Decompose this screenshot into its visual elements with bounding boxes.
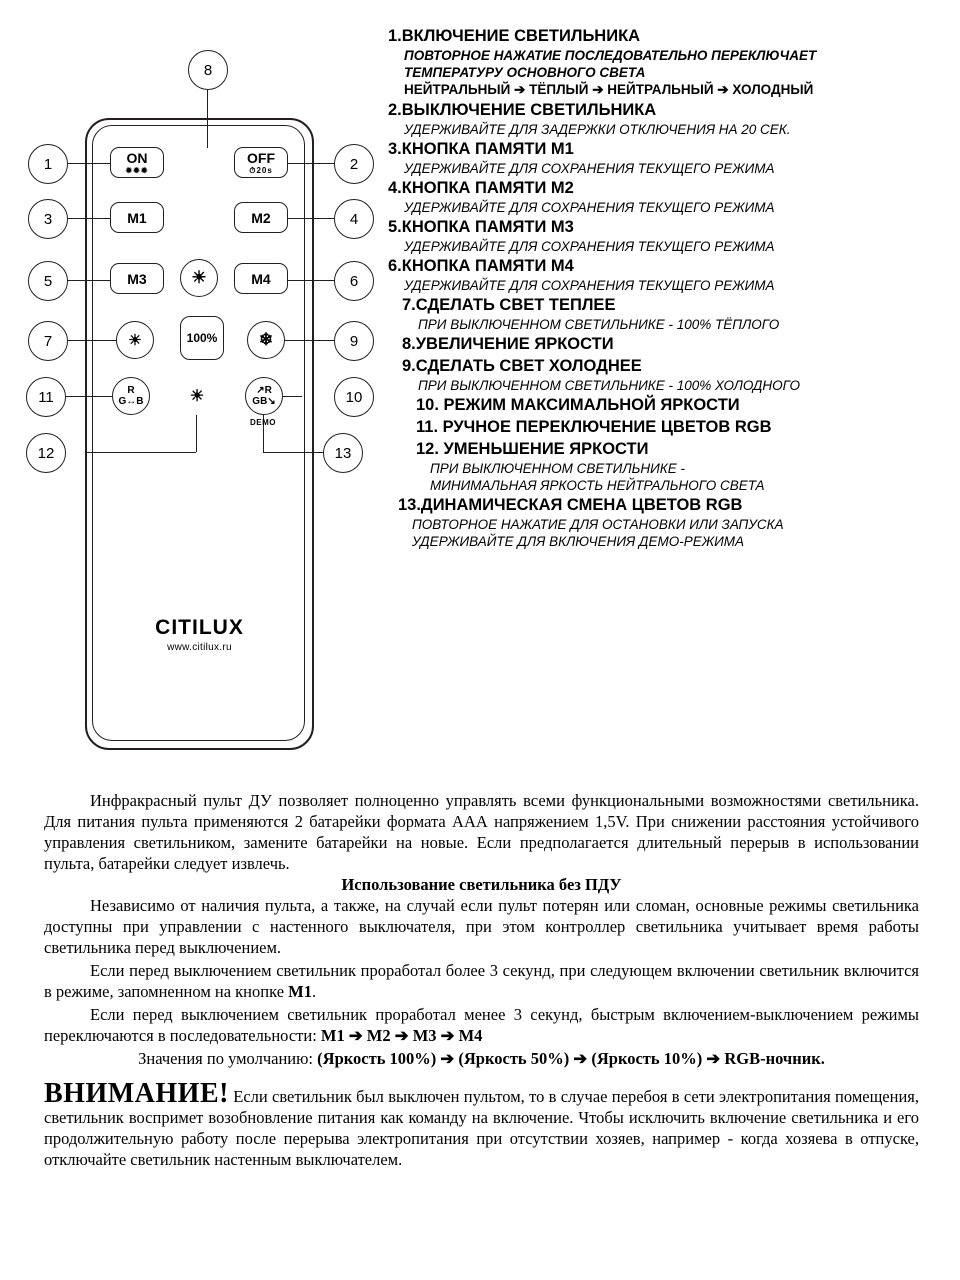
callout-1: 1 bbox=[28, 144, 68, 184]
callout-12: 12 bbox=[26, 433, 66, 473]
leader-line-12b bbox=[85, 452, 196, 453]
remote-button-max-brightness[interactable] bbox=[180, 316, 224, 360]
legend-item-6 bbox=[388, 256, 948, 294]
remote-button-warmer[interactable] bbox=[116, 321, 154, 359]
small-sun-icon: ☀ bbox=[189, 388, 205, 405]
leader-line-5 bbox=[64, 280, 110, 281]
callout-3: 3 bbox=[28, 199, 68, 239]
para5-text-a: Значения по умолчанию: bbox=[138, 1049, 318, 1068]
legend-item-11 bbox=[388, 417, 948, 438]
legend-item-2 bbox=[388, 100, 948, 138]
brand-name bbox=[112, 616, 287, 640]
para3-text-c: . bbox=[311, 982, 317, 1001]
para5-values: (Яркость 100%) ➔ (Яркость 50%) ➔ (Яркость 10%) ➔ RGB-ночник. bbox=[317, 1049, 825, 1068]
remote-button-cooler[interactable] bbox=[247, 321, 285, 359]
para4-text-a: Если перед выключением светильник проработал менее 3 секунд, быстрым включением-выключением режимы переключаются в последовательности: bbox=[44, 1005, 919, 1045]
legend-note-1b: ТЕМПЕРАТУРУ ОСНОВНОГО СВЕТА bbox=[404, 65, 646, 80]
paragraph-remote-info: Инфракрасный пульт ДУ позволяет полноценно управлять всеми функциональными возможностями светильника. Для питания пульта применяются 2 батарейки формата ААА напряжением 1,5V. При снижении расстояния устойчивого управления светильником, замените батарейки на новые. Если предполагается длительный перерыв в использовании пульта, батарейки следует извлечь. bbox=[44, 791, 919, 873]
legend-item-13 bbox=[388, 495, 948, 550]
rgb-manual-bottom-label: G↔B bbox=[118, 396, 144, 407]
brand-name-citi: CITI bbox=[155, 616, 199, 639]
legend-title-13: 13.ДИНАМИЧЕСКАЯ СМЕНА ЦВЕТОВ RGB bbox=[398, 496, 743, 514]
leader-line-13b bbox=[263, 452, 323, 453]
paragraph-defaults bbox=[44, 1048, 919, 1069]
attention-heading: ВНИМАНИЕ! bbox=[44, 1078, 229, 1109]
remote-button-m3[interactable] bbox=[110, 263, 164, 294]
leader-line-11 bbox=[64, 396, 112, 397]
legend-title-9: 9.СДЕЛАТЬ СВЕТ ХОЛОДНЕЕ bbox=[402, 357, 642, 375]
attention-block bbox=[44, 1078, 919, 1170]
legend-seq-1: НЕЙТРАЛЬНЫЙ ➔ ТЁПЛЫЙ ➔ НЕЙТРАЛЬНЫЙ ➔ ХОЛОДНЫЙ bbox=[404, 82, 814, 97]
remote-button-m2[interactable] bbox=[234, 202, 288, 233]
legend-item-8 bbox=[388, 334, 948, 355]
callout-11: 11 bbox=[26, 377, 66, 417]
legend-note-2: УДЕРЖИВАЙТЕ ДЛЯ ЗАДЕРЖКИ ОТКЛЮЧЕНИЯ НА 20 СЕК. bbox=[404, 122, 791, 137]
para3-m1: М1 bbox=[288, 982, 312, 1001]
legend-title-1: 1.ВКЛЮЧЕНИЕ СВЕТИЛЬНИКА bbox=[388, 27, 641, 45]
rgb-dynamic-bottom-label: GB↘ bbox=[252, 396, 276, 407]
callout-13: 13 bbox=[323, 433, 363, 473]
callout-4: 4 bbox=[334, 199, 374, 239]
callout-2: 2 bbox=[334, 144, 374, 184]
remote-button-m4[interactable] bbox=[234, 263, 288, 294]
leader-line-2 bbox=[288, 163, 334, 164]
callout-10: 10 bbox=[334, 377, 374, 417]
off-label: OFF bbox=[247, 150, 275, 166]
leader-line-7 bbox=[64, 340, 116, 341]
paragraph-less-than-3s bbox=[44, 1004, 919, 1046]
remote-illustration bbox=[0, 0, 390, 790]
remote-button-m1[interactable] bbox=[110, 202, 164, 233]
leader-line-8 bbox=[207, 88, 208, 148]
legend-title-4: 4.КНОПКА ПАМЯТИ М2 bbox=[388, 179, 574, 197]
legend-item-9 bbox=[388, 356, 948, 394]
m3-label: M3 bbox=[127, 270, 147, 287]
para4-sequence: М1 ➔ М2 ➔ М3 ➔ М4 bbox=[320, 1026, 483, 1045]
leader-line-3 bbox=[64, 218, 110, 219]
brand-site: www.citilux.ru bbox=[167, 642, 232, 653]
legend-title-8: 8.УВЕЛИЧЕНИЕ ЯРКОСТИ bbox=[402, 335, 614, 353]
m1-label: M1 bbox=[127, 209, 147, 226]
sun-icon: ☀ bbox=[191, 268, 207, 287]
legend-title-3: 3.КНОПКА ПАМЯТИ М1 bbox=[388, 140, 574, 158]
legend-title-7: 7.СДЕЛАТЬ СВЕТ ТЕПЛЕЕ bbox=[402, 296, 616, 314]
leader-line-1 bbox=[64, 163, 110, 164]
on-sub-icon: ✹✹✹ bbox=[125, 166, 149, 175]
m4-label: M4 bbox=[251, 270, 271, 287]
legend-title-12: 12. УМЕНЬШЕНИЕ ЯРКОСТИ bbox=[416, 440, 649, 458]
snowflake-icon: ❄ bbox=[258, 330, 274, 349]
attention-text: Если светильник был выключен пультом, то в случае перебоя в сети электропитания помещения, светильник воспримет возобновление питания как команду на включение. Чтобы исключить включение светильника и его продолжительную работу после перерыва электропитания при отсутствии хозяев, например - когда хозяева в отпуске, отключайте светильник настенным выключателем. bbox=[44, 1087, 919, 1169]
legend-item-4 bbox=[388, 178, 948, 216]
callout-9: 9 bbox=[334, 321, 374, 361]
rgb-dynamic-top-label: ↗R bbox=[256, 385, 272, 396]
paragraph-wall-switch: Независимо от наличия пульта, а также, на случай если пульт потерян или сломан, основные режимы светильника доступны при управлении с настенного выключателя, при этом контроллер светильника учитывает время работы светильника перед выключением. bbox=[44, 896, 919, 957]
callout-8: 8 bbox=[188, 50, 228, 90]
brand-name-lux: LUX bbox=[198, 616, 244, 639]
legend-note-7: ПРИ ВЫКЛЮЧЕННОМ СВЕТИЛЬНИКЕ - 100% ТЁПЛОГО bbox=[418, 317, 780, 332]
legend-item-1 bbox=[388, 26, 948, 99]
manual-body-text bbox=[44, 790, 919, 1170]
rgb-manual-top-label: R bbox=[127, 385, 135, 396]
legend-title-11: 11. РУЧНОЕ ПЕРЕКЛЮЧЕНИЕ ЦВЕТОВ RGB bbox=[416, 418, 772, 436]
remote-button-off[interactable] bbox=[234, 147, 288, 178]
remote-button-rgb-dynamic[interactable] bbox=[245, 377, 283, 415]
remote-button-brightness-up[interactable] bbox=[180, 259, 218, 297]
legend-title-10: 10. РЕЖИМ МАКСИМАЛЬНОЙ ЯРКОСТИ bbox=[416, 396, 740, 414]
percent-label: 100% bbox=[186, 331, 218, 345]
off-timer-icon: ⏱20s bbox=[249, 166, 273, 175]
callout-6: 6 bbox=[334, 261, 374, 301]
legend-note-4: УДЕРЖИВАЙТЕ ДЛЯ СОХРАНЕНИЯ ТЕКУЩЕГО РЕЖИМА bbox=[404, 200, 775, 215]
brand-block bbox=[112, 616, 287, 653]
legend-note-9: ПРИ ВЫКЛЮЧЕННОМ СВЕТИЛЬНИКЕ - 100% ХОЛОДНОГО bbox=[418, 378, 801, 393]
legend-list bbox=[388, 26, 948, 551]
paragraph-more-than-3s bbox=[44, 960, 919, 1002]
legend-note-3: УДЕРЖИВАЙТЕ ДЛЯ СОХРАНЕНИЯ ТЕКУЩЕГО РЕЖИМА bbox=[404, 161, 775, 176]
legend-item-5 bbox=[388, 217, 948, 255]
legend-title-5: 5.КНОПКА ПАМЯТИ М3 bbox=[388, 218, 574, 236]
legend-note-5: УДЕРЖИВАЙТЕ ДЛЯ СОХРАНЕНИЯ ТЕКУЩЕГО РЕЖИМА bbox=[404, 239, 775, 254]
m2-label: M2 bbox=[251, 209, 271, 226]
legend-note-12a: ПРИ ВЫКЛЮЧЕННОМ СВЕТИЛЬНИКЕ - bbox=[430, 461, 685, 476]
callout-5: 5 bbox=[28, 261, 68, 301]
legend-item-3 bbox=[388, 139, 948, 177]
remote-button-on[interactable] bbox=[110, 147, 164, 178]
legend-title-6: 6.КНОПКА ПАМЯТИ М4 bbox=[388, 257, 574, 275]
on-label: ON bbox=[126, 150, 148, 166]
callout-7: 7 bbox=[28, 321, 68, 361]
leader-line-9 bbox=[284, 340, 334, 341]
legend-item-10 bbox=[388, 395, 948, 416]
remote-button-brightness-down[interactable] bbox=[178, 377, 216, 415]
remote-button-rgb-manual[interactable] bbox=[112, 377, 150, 415]
legend-note-6: УДЕРЖИВАЙТЕ ДЛЯ СОХРАНЕНИЯ ТЕКУЩЕГО РЕЖИМА bbox=[404, 278, 775, 293]
warm-sun-icon: ☀ bbox=[128, 332, 142, 349]
legend-note-13a: ПОВТОРНОЕ НАЖАТИЕ ДЛЯ ОСТАНОВКИ ИЛИ ЗАПУСКА bbox=[412, 517, 784, 532]
legend-note-1a: ПОВТОРНОЕ НАЖАТИЕ ПОСЛЕДОВАТЕЛЬНО ПЕРЕКЛЮЧАЕТ bbox=[404, 48, 817, 63]
leader-line-6 bbox=[288, 280, 334, 281]
legend-note-13b: УДЕРЖИВАЙТЕ ДЛЯ ВКЛЮЧЕНИЯ ДЕМО-РЕЖИМА bbox=[412, 534, 744, 549]
para3-text-a: Если перед выключением светильник проработал более 3 секунд, при следующем включении светильник включится в режиме, запомненном на кнопке bbox=[44, 961, 919, 1001]
legend-note-12b: МИНИМАЛЬНАЯ ЯРКОСТЬ НЕЙТРАЛЬНОГО СВЕТА bbox=[430, 478, 765, 493]
demo-label: DEMO bbox=[250, 418, 276, 427]
leader-line-13a bbox=[263, 410, 264, 452]
legend-item-7 bbox=[388, 295, 948, 333]
subheading-without-remote: Использование светильника без ПДУ bbox=[341, 875, 622, 894]
leader-line-4 bbox=[288, 218, 334, 219]
legend-item-12 bbox=[388, 439, 948, 494]
legend-title-2: 2.ВЫКЛЮЧЕНИЕ СВЕТИЛЬНИКА bbox=[388, 101, 657, 119]
